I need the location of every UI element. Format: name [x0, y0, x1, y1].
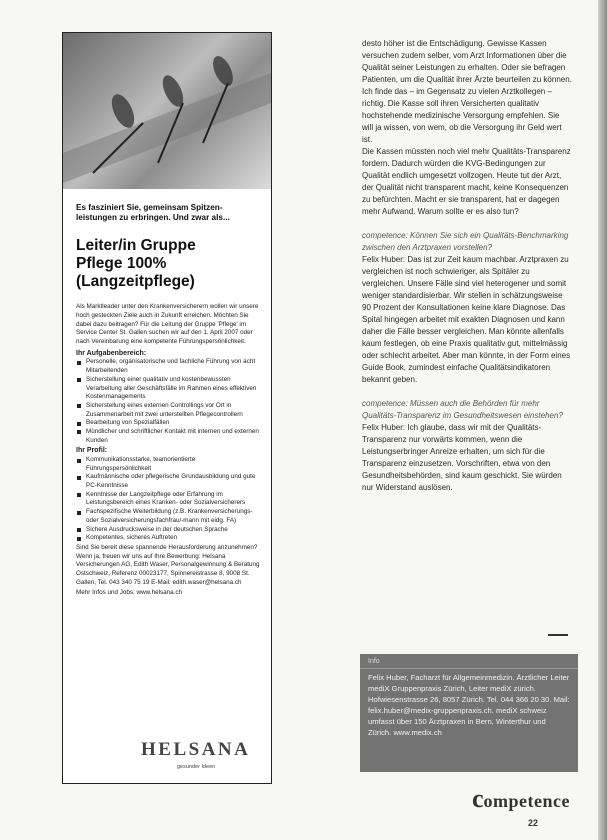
interview-question: competence: Können Sie sich ein Qualitäts-Benchmarking zwischen den Arztpraxen vorstellen? — [362, 231, 569, 252]
ad-closing: Sind Sie bereit diese spannende Herausforderung anzunehmen? Wenn ja, freuen wir uns auf Ihre Bewerbung: Helsana Versicherungen AG, Edith Waser, Personalgewinnung & Beratung Ostschweiz, Referenz 00023177, Spinnereistrasse 8, 9008 St. Gallen, Tel. 043 340 75 19 E-Mail: edith.waser@helsana.ch — [76, 543, 260, 586]
article-paragraph: Felix Huber: Ich glaube, dass wir mit der Qualitäts-Transparenz nur vorwärts kommen, wenn die Leistungserbringer Anreize erhalten, um sich für die Transparenz einzusetzen. Vorschriften, etwa von den Gesundheitsbehörden, sind kaum geschickt. Sie würden nur Widerstand auslösen. — [362, 423, 562, 492]
ad-description: Als Marktleader unter den Krankenversicherern wollen wir unsere hoch gesteckten Ziele auch in Zukunft erreichen. Möchten Sie dabei dazu beitragen? Für die Leitung der Gruppe 'Pflege' im Service Center St. Gallen suchen wir auf den 1. April 2007 oder nach Vereinbarung eine kompetente Führungspersönlichkeit. — [76, 303, 259, 346]
helsana-logo: HELSANA — [141, 739, 251, 760]
list-item: Sichere Ausdrucksweise in der deutschen Sprache — [76, 526, 262, 535]
page-number: 22 — [528, 818, 539, 828]
article-paragraph: Felix Huber: Das ist zur Zeit kaum machbar. Arztpraxen zu vergleichen ist noch schwieriger, als Spitäler zu vergleichen. Unsere Fälle sind viel heterogener und somit weniger standardisierbar. Wir stellen in schätzungsweise 90 Prozent der Konsultationen keine klare Diagnose. Das Spital hingegen arbeitet mit exakten Diagnosen und kann daher die Fälle besser vergleichen. Man könnte allenfalls kaum festlegen, ob eine Praxis qualitativ gut, mittelmässig oder schlecht arbeitet. Aber man könnte, in der Form eines Guide Book, zumindest einfache Qualitätsindikatoren bekannt geben. — [362, 255, 571, 384]
info-text: Felix Huber, Facharzt für Allgemeinmedizin. Ärztlicher Leiter mediX Gruppenpraxis Zürich, Leiter mediX zürich. Hofwiesenstrasse 26, 8057 Zürich. Tel. 044 366 20 30. Mail: felix.huber@medix-gruppenpraxis.ch. mediX schweiz umfasst über 150 Ärztpraxen in Bern, Winterthur und Zürich. www.medix.ch — [368, 673, 570, 737]
list-item: Sicherstellung eines externen Controllings vor Ort in Zusammenarbeit mit zwei unterstellten Pflegecontrollern — [76, 402, 262, 419]
page-spine — [598, 0, 607, 840]
list-item: Fachspezifische Weiterbildung (z.B. Krankenversicherungs- oder Sozialversicherungsfachfrau/-mann mit eidg. FA) — [76, 508, 262, 525]
end-mark — [548, 634, 568, 636]
competence-logo — [472, 784, 570, 814]
article-paragraph: desto höher ist die Entschädigung. Gewisse Kassen versuchen zudem selber, vom Arzt Informationen über die Qualität seiner Leistungen zu erhalten. Oder sie befragen Patienten, um die Qualität ihrer Ärzte beurteilen zu können. Ich finde das – im Gegensatz zu vielen Arztkollegen – richtig. Die Kasse soll ihren Versicherten qualitativ hochstehende medizinische Versorgung empfehlen. Sie will ja wissen, von wem, ob die Versorgung ihr Geld wert ist. — [362, 39, 572, 144]
list-item: Kommunikationsstarke, teamorientierte Führungspersönlichkeit — [76, 456, 262, 473]
ad-intro: Es fasziniert Sie, gemeinsam Spitzen-leistungen zu erbringen. Und zwar als... — [76, 203, 230, 222]
tasks-list — [76, 358, 262, 445]
info-box — [360, 654, 578, 772]
brand-initial: c — [472, 784, 484, 813]
interview-question: competence: Müssen auch die Behörden für mehr Qualitäts-Transparenz im Gesundheitswesen einstehen? — [362, 399, 563, 420]
job-title-line: Leiter/in Gruppe — [76, 237, 196, 254]
list-item: Kompetentes, sicheres Auftreten — [76, 534, 262, 543]
job-title — [76, 237, 262, 291]
ad-more-info: Mehr Infos und Jobs: www.helsana.ch — [76, 589, 183, 597]
profile-list — [76, 456, 262, 543]
list-item: Sicherstellung einer qualitativ und kostenbewussten Verarbeitung aller Geschäftsfälle im Rahmen eines effektiven Kostenmanagements — [76, 376, 262, 402]
article-paragraph: Die Kassen müssten noch viel mehr Qualitäts-Transparenz fordern. Dadurch würden die KVG-Bedingungen zur Qualität endlich umgesetzt vollzogen. Heute tut der Arzt, der Qualität nicht transparent macht, keine Konsequenzen zu befürchten. Macht er sie transparent, hat er dagegen mehr Aufwand. Warum sollte er es also tun? — [362, 147, 571, 216]
rowing-photo — [63, 33, 271, 189]
list-item: Mündlicher und schriftlicher Kontakt mit internen und externen Kunden — [76, 428, 262, 445]
job-title-line: Pflege 100% — [76, 255, 167, 273]
interview-article — [362, 38, 572, 494]
helsana-slogan: gesunder Ideen — [177, 764, 216, 770]
list-item: Kaufmännische oder pflegerische Grundausbildung und gute PC-Kenntnisse — [76, 473, 262, 490]
job-title-line: (Langzeitpflege) — [76, 273, 195, 291]
list-item: Personelle, organisatorische und fachliche Führung von acht Mitarbeitenden — [76, 358, 262, 375]
ad-body — [76, 303, 262, 598]
job-advertisement — [62, 32, 272, 784]
list-item: Bearbeitung von Spezialfällen — [76, 419, 262, 428]
list-item: Kenntnisse der Langzeitpflege oder Erfahrung im Leistungsbereich eines Kranken- oder Sozialversicherers — [76, 491, 262, 508]
info-divider — [360, 668, 578, 669]
profile-heading: Ihr Profil: — [76, 447, 108, 455]
brand-rest: ompetence — [483, 791, 571, 811]
info-label: Info — [368, 658, 380, 665]
tasks-heading: Ihr Aufgabenbereich: — [76, 349, 147, 357]
